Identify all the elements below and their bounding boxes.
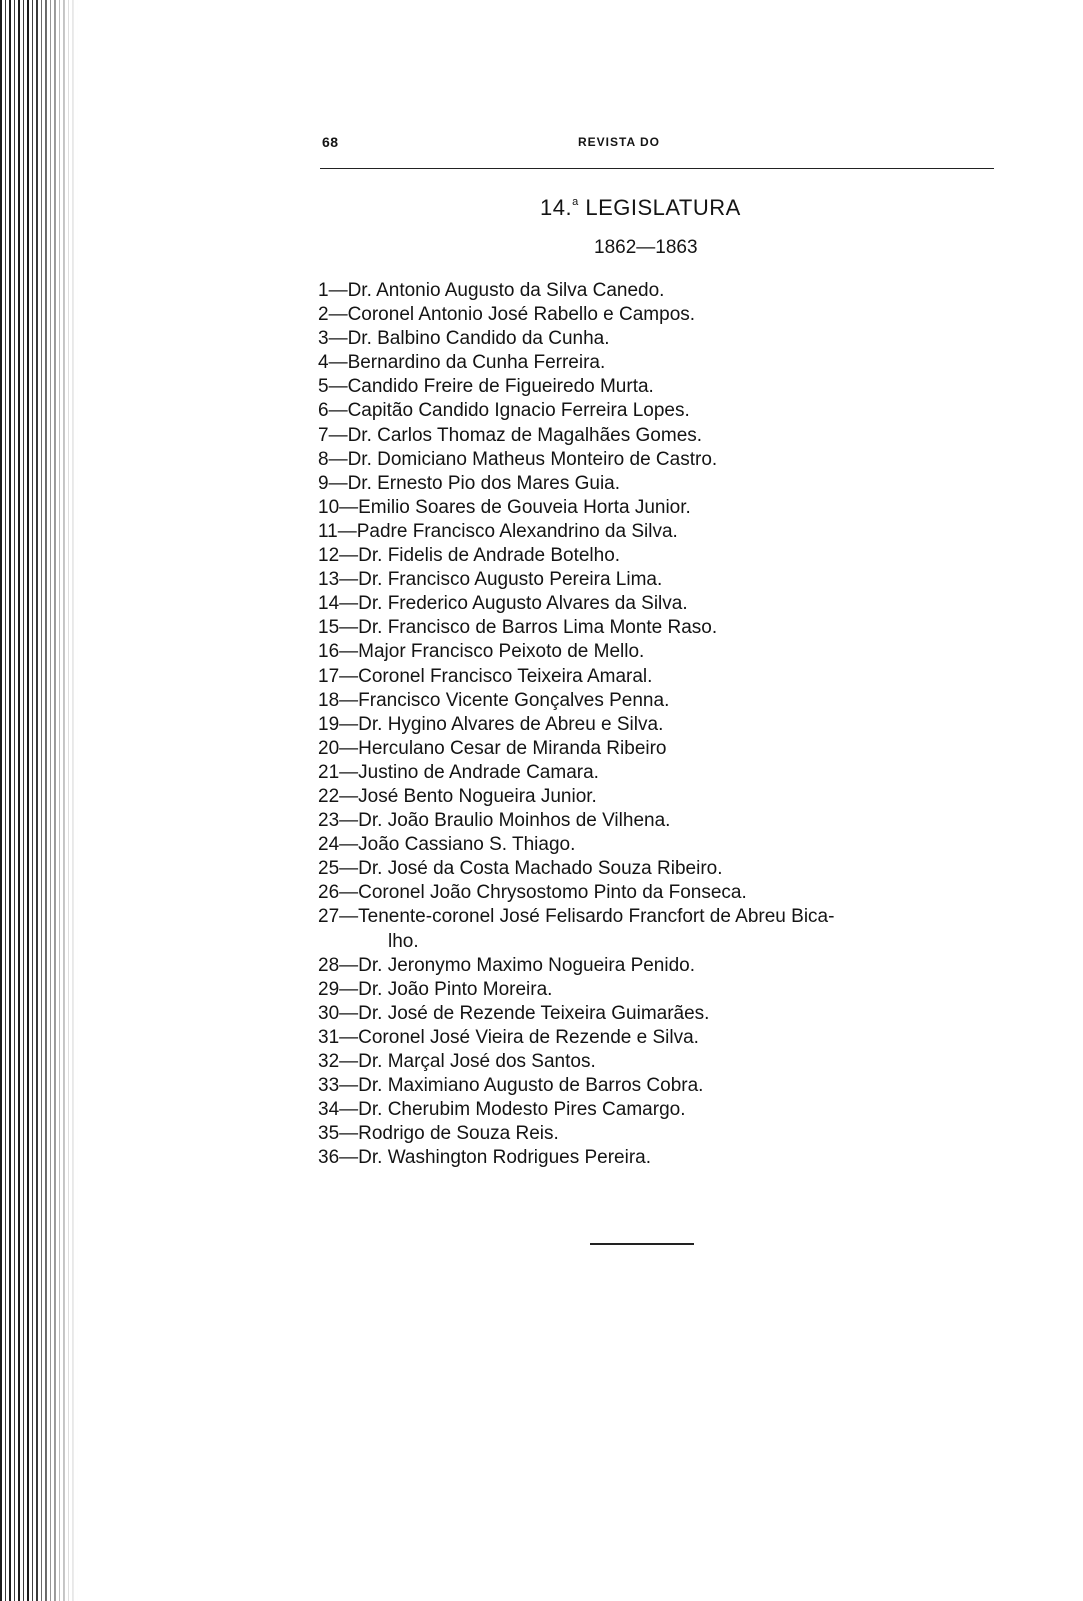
section-heading <box>540 195 741 221</box>
member-item: 2—Coronel Antonio José Rabello e Campos. <box>318 304 696 326</box>
member-item: 19—Dr. Hygino Alvares de Abreu e Silva. <box>318 713 664 735</box>
page-number: 68 <box>322 134 339 150</box>
member-item: 26—Coronel João Chrysostomo Pinto da Fonseca. <box>318 882 747 904</box>
member-item: 17—Coronel Francisco Teixeira Amaral. <box>318 665 653 687</box>
member-item-continuation: lho. <box>388 930 419 952</box>
member-item-line: 27—Tenente-coronel José Felisardo Francfort de Abreu Bica- <box>318 906 835 928</box>
member-item: 12—Dr. Fidelis de Andrade Botelho. <box>318 545 621 567</box>
member-list <box>318 279 994 1170</box>
member-item: 25—Dr. José da Costa Machado Souza Ribeiro. <box>318 858 723 880</box>
member-item: 11—Padre Francisco Alexandrino da Silva. <box>318 520 678 542</box>
member-item: 3—Dr. Balbino Candido da Cunha. <box>318 328 610 350</box>
page-header <box>318 134 994 156</box>
member-item: 5—Candido Freire de Figueiredo Murta. <box>318 376 654 398</box>
member-item: 13—Dr. Francisco Augusto Pereira Lima. <box>318 569 663 591</box>
member-item: 23—Dr. João Braulio Moinhos de Vilhena. <box>318 810 671 832</box>
running-head: REVISTA DO <box>578 135 661 149</box>
member-item: 31—Coronel José Vieira de Rezende e Silva. <box>318 1026 699 1048</box>
section-ordinal: 14. <box>540 195 573 220</box>
member-item: 15—Dr. Francisco de Barros Lima Monte Raso. <box>318 617 718 639</box>
member-item: 29—Dr. João Pinto Moreira. <box>318 978 553 1000</box>
section-ordinal-superscript: a <box>572 196 579 208</box>
member-item: 6—Capitão Candido Ignacio Ferreira Lopes. <box>318 400 690 422</box>
member-item: 16—Major Francisco Peixoto de Mello. <box>318 641 645 663</box>
member-item: 36—Dr. Washington Rodrigues Pereira. <box>318 1147 652 1169</box>
member-item: 32—Dr. Marçal José dos Santos. <box>318 1051 596 1072</box>
member-item: 4—Bernardino da Cunha Ferreira. <box>318 352 606 374</box>
member-item: 1—Dr. Antonio Augusto da Silva Canedo. <box>318 280 665 301</box>
member-item: 30—Dr. José de Rezende Teixeira Guimarães. <box>318 1002 710 1024</box>
member-item: 33—Dr. Maximiano Augusto de Barros Cobra. <box>318 1075 704 1097</box>
member-item: 14—Dr. Frederico Augusto Alvares da Silva. <box>318 593 688 615</box>
member-item: 20—Herculano Cesar de Miranda Ribeiro <box>318 737 667 759</box>
legislature-period: 1862—1863 <box>594 237 698 258</box>
member-item: 22—José Bento Nogueira Junior. <box>318 785 597 807</box>
member-item: 21—Justino de Andrade Camara. <box>318 761 599 783</box>
member-item: 28—Dr. Jeronymo Maximo Nogueira Penido. <box>318 954 696 976</box>
member-item: 10—Emilio Soares de Gouveia Horta Junior. <box>318 496 691 518</box>
page-binding-edge <box>0 0 78 1601</box>
section-end-rule <box>590 1243 694 1245</box>
header-rule <box>320 168 994 169</box>
member-item: 9—Dr. Ernesto Pio dos Mares Guia. <box>318 472 621 494</box>
member-item: 35—Rodrigo de Souza Reis. <box>318 1123 559 1145</box>
member-item: 24—João Cassiano S. Thiago. <box>318 834 576 856</box>
section-title: LEGISLATURA <box>585 195 741 220</box>
member-item: 34—Dr. Cherubim Modesto Pires Camargo. <box>318 1099 686 1121</box>
member-item: 7—Dr. Carlos Thomaz de Magalhães Gomes. <box>318 424 703 446</box>
member-item: 8—Dr. Domiciano Matheus Monteiro de Castro. <box>318 448 718 470</box>
member-item: 18—Francisco Vicente Gonçalves Penna. <box>318 689 670 711</box>
member-item-wrapped <box>318 905 994 953</box>
